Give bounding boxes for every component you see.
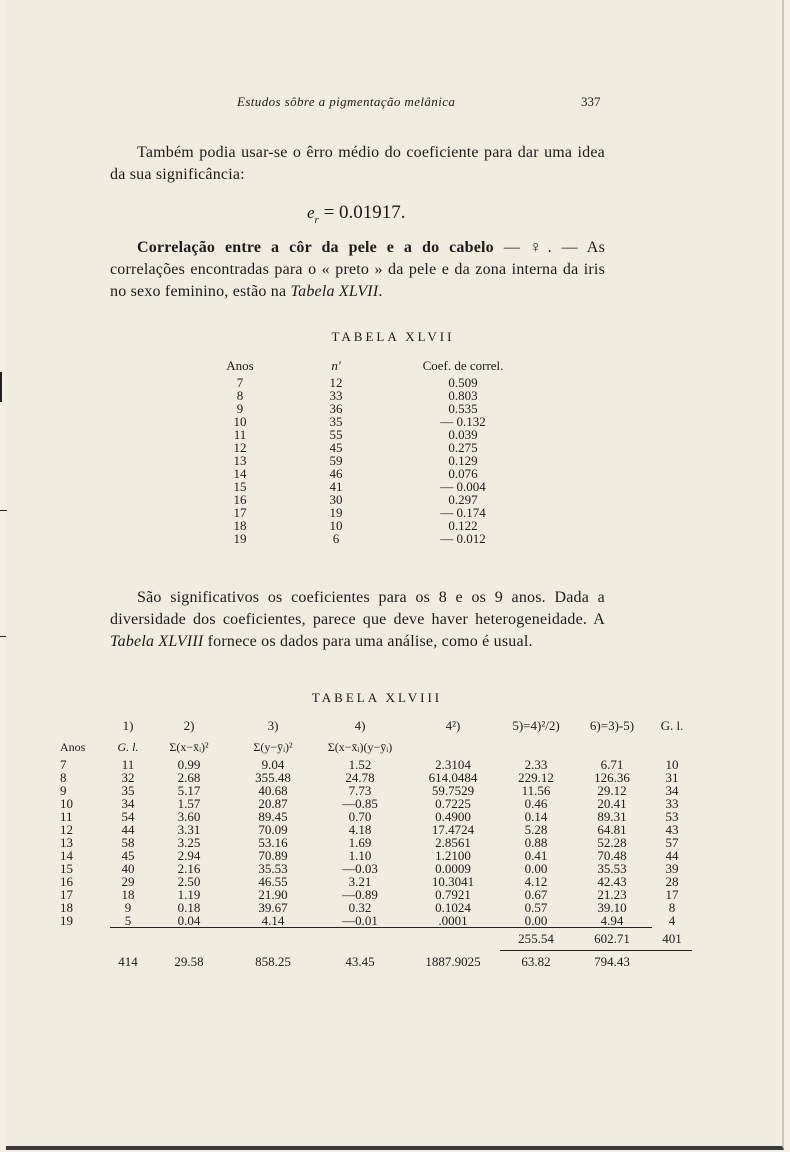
cell-n: 19 bbox=[329, 505, 343, 520]
table-cell: 11 bbox=[60, 809, 73, 824]
cell-coef: 0.535 bbox=[448, 401, 478, 416]
paragraph-end: . bbox=[378, 283, 383, 300]
table-cell bbox=[652, 951, 692, 974]
table-row bbox=[60, 914, 692, 928]
table-cell: 63.82 bbox=[521, 954, 551, 969]
col-header-n: n' bbox=[331, 358, 341, 373]
table-cell: 0.7921 bbox=[435, 887, 471, 902]
formula-lhs: e bbox=[307, 203, 315, 222]
table-cell: 42.43 bbox=[597, 874, 627, 889]
table-cell: 39.10 bbox=[597, 900, 627, 915]
table-cell: 3.25 bbox=[177, 835, 201, 850]
table-cell: 2.16 bbox=[177, 861, 201, 876]
table-cell bbox=[60, 951, 110, 974]
table-header-row bbox=[216, 356, 518, 376]
cell-n: 45 bbox=[329, 440, 343, 455]
table-cell bbox=[232, 928, 314, 951]
cell-coef: 0.076 bbox=[448, 466, 478, 481]
table-cell: 15 bbox=[60, 861, 73, 876]
cell-anos: 8 bbox=[236, 388, 244, 403]
table-cell: —0.89 bbox=[342, 887, 378, 902]
table-cell: 2.50 bbox=[177, 874, 201, 889]
cell-anos: 15 bbox=[233, 479, 247, 494]
table-cell: 5)=4)²/2) bbox=[512, 718, 560, 733]
table-reference: Tabela XLVIII bbox=[110, 633, 204, 650]
table-cell: G. l. bbox=[660, 718, 684, 733]
table-cell: 40.68 bbox=[258, 783, 288, 798]
table-cell: 12 bbox=[60, 822, 73, 837]
table-cell: 355.48 bbox=[255, 770, 291, 785]
table-cell: 35 bbox=[121, 783, 135, 798]
table-cell: 0.46 bbox=[524, 796, 548, 811]
table-cell: 0.70 bbox=[348, 809, 372, 824]
table-cell: 39 bbox=[665, 861, 679, 876]
table-cell: 3.21 bbox=[348, 874, 372, 889]
table-cell: 0.32 bbox=[348, 900, 372, 915]
table-cell: Σ(y−ȳᵢ)² bbox=[253, 739, 293, 754]
cell-anos: 7 bbox=[236, 375, 244, 390]
paragraph-text: — ♀. — As correlações encontradas para o « preto » da pele e da zona interna da iris no sexo feminino, estão na bbox=[110, 239, 605, 300]
page-number: 337 bbox=[581, 94, 601, 109]
cell-n: 30 bbox=[329, 492, 343, 507]
table-cell: 43 bbox=[665, 822, 679, 837]
paragraph-significance bbox=[110, 587, 605, 653]
column-header-row bbox=[60, 736, 692, 758]
table-cell: 43.45 bbox=[345, 953, 375, 969]
table-cell: 1.69 bbox=[348, 835, 372, 850]
table-cell: 21.23 bbox=[597, 887, 627, 902]
table-cell: 40 bbox=[121, 861, 135, 876]
column-number-row bbox=[60, 716, 692, 736]
cell-coef: 0.297 bbox=[448, 492, 478, 507]
table-cell: 0.99 bbox=[177, 757, 201, 772]
table-cell: 8 bbox=[668, 900, 676, 915]
cell-n: 46 bbox=[329, 466, 343, 481]
table-cell: 126.36 bbox=[594, 770, 630, 785]
table-cell: 0.00 bbox=[524, 861, 548, 876]
table-cell: 33 bbox=[665, 796, 679, 811]
table47-body bbox=[216, 376, 518, 545]
table-cell bbox=[500, 736, 572, 758]
table-xlviii bbox=[60, 716, 692, 973]
cell-coef: — 0.132 bbox=[440, 414, 486, 429]
table-cell: 1.52 bbox=[348, 757, 372, 772]
table-cell: 4.18 bbox=[348, 822, 372, 837]
cell-anos: 13 bbox=[233, 453, 247, 468]
table-cell: 4.94 bbox=[572, 914, 652, 928]
table-cell: 2.8561 bbox=[435, 835, 471, 850]
table-cell: 34 bbox=[121, 796, 135, 811]
table-cell: 0.00 bbox=[500, 914, 572, 928]
table-cell: 0.7225 bbox=[435, 796, 471, 811]
table-cell: 2.3104 bbox=[435, 757, 471, 772]
table-cell: 70.89 bbox=[258, 848, 288, 863]
table-cell: 4²) bbox=[445, 718, 461, 733]
cell-coef: 0.039 bbox=[448, 427, 478, 442]
table-cell: 2.94 bbox=[177, 848, 201, 863]
table-cell: 7 bbox=[60, 757, 67, 772]
table-xlvii bbox=[216, 356, 518, 545]
table-cell: —0.85 bbox=[342, 796, 378, 811]
table-cell: 14 bbox=[60, 848, 73, 863]
table-cell: Anos bbox=[60, 739, 86, 754]
margin-tick bbox=[0, 372, 2, 402]
table-cell bbox=[314, 928, 406, 951]
cell-anos: 11 bbox=[233, 427, 247, 442]
table-cell: 54 bbox=[121, 809, 135, 824]
table-row bbox=[216, 532, 518, 545]
table-cell: 6.71 bbox=[600, 757, 624, 772]
table-cell: 2.33 bbox=[524, 757, 548, 772]
cell-n: 36 bbox=[329, 401, 343, 416]
table-cell: 9 bbox=[124, 900, 132, 915]
table-cell bbox=[60, 928, 110, 951]
table-cell bbox=[406, 736, 500, 758]
table-cell: 70.09 bbox=[258, 822, 288, 837]
table-cell: 29.12 bbox=[597, 783, 627, 798]
cell-n: 55 bbox=[329, 427, 343, 442]
table-cell bbox=[146, 928, 232, 951]
table-cell: 0.14 bbox=[524, 809, 548, 824]
col-header-coef: Coef. de correl. bbox=[422, 358, 504, 373]
table-cell: 401 bbox=[652, 928, 692, 951]
cell-anos: 19 bbox=[233, 531, 247, 546]
running-title: Estudos sôbre a pigmentação melânica bbox=[237, 94, 456, 109]
table-cell bbox=[60, 716, 110, 736]
table-cell: 35.53 bbox=[597, 861, 627, 876]
table-cell: 3) bbox=[267, 718, 279, 733]
cell-anos: 14 bbox=[233, 466, 247, 481]
table-cell: 4.14 bbox=[232, 914, 314, 928]
table-cell: 21.90 bbox=[258, 887, 288, 902]
table-cell: 602.71 bbox=[572, 928, 652, 951]
table-cell: 20.41 bbox=[597, 796, 627, 811]
paragraph-correlation bbox=[110, 237, 605, 303]
cell-anos: 10 bbox=[233, 414, 247, 429]
table-cell: 29 bbox=[121, 874, 135, 889]
table-cell: G. l. bbox=[117, 739, 139, 754]
table-cell: 794.43 bbox=[594, 954, 630, 969]
cell-anos: 12 bbox=[233, 440, 247, 455]
table-cell: 0.04 bbox=[146, 914, 232, 928]
formula-rhs: = 0.01917. bbox=[318, 202, 406, 223]
cell-coef: — 0.174 bbox=[440, 505, 486, 520]
cell-n: 12 bbox=[329, 375, 343, 390]
table-cell: Σ(x−x̄ᵢ)² bbox=[169, 739, 209, 754]
table48-caption: TABELA XLVIII bbox=[311, 690, 443, 705]
cell-coef: — 0.012 bbox=[440, 531, 486, 546]
table-cell: 11 bbox=[121, 757, 135, 772]
table-cell: 0.88 bbox=[524, 835, 548, 850]
table-cell: 16 bbox=[60, 874, 73, 889]
table-cell bbox=[406, 928, 500, 951]
table-cell: 44 bbox=[665, 848, 679, 863]
table-cell: 35.53 bbox=[258, 861, 288, 876]
table-cell: 32 bbox=[121, 770, 135, 785]
table-cell: 17 bbox=[665, 887, 679, 902]
table-cell: 17.4724 bbox=[431, 822, 475, 837]
table-cell: 70.48 bbox=[597, 848, 627, 863]
table-cell: 255.54 bbox=[500, 928, 572, 951]
table-cell: 53 bbox=[665, 809, 679, 824]
table-cell: 858.25 bbox=[255, 953, 291, 969]
table-cell: 0.41 bbox=[524, 848, 548, 863]
table-cell: 0.0009 bbox=[435, 861, 471, 876]
table-cell: —0.01 bbox=[314, 914, 406, 928]
table-cell: 89.45 bbox=[258, 809, 288, 824]
table-cell: 229.12 bbox=[518, 770, 554, 785]
paragraph-text: São significativos os coeficientes para os 8 e os 9 anos. Dada a diversidade dos coeficientes, parece que deve haver heterogeneidade. A bbox=[110, 589, 605, 628]
table-cell: 57 bbox=[665, 835, 679, 850]
table-cell: 8 bbox=[60, 770, 67, 785]
table-cell: 9 bbox=[60, 783, 67, 798]
cell-coef: 0.122 bbox=[448, 518, 478, 533]
table-reference: Tabela XLVII bbox=[290, 283, 379, 300]
section-heading: Correlação entre a côr da pele e a do cabelo bbox=[137, 239, 494, 256]
margin-tick bbox=[0, 510, 7, 511]
table-cell: 59.7529 bbox=[431, 783, 475, 798]
table-cell: 7.73 bbox=[348, 783, 372, 798]
cell-n: 59 bbox=[329, 453, 343, 468]
table-cell: 19 bbox=[60, 913, 73, 929]
table-cell: Σ(x−x̄ᵢ)(y−ȳᵢ) bbox=[327, 739, 393, 754]
table-cell: 44 bbox=[121, 822, 135, 837]
table-cell: 2) bbox=[183, 718, 195, 733]
cell-n: 41 bbox=[329, 479, 343, 494]
table-cell bbox=[652, 736, 692, 758]
table-cell: 3.31 bbox=[177, 822, 201, 837]
table-cell: 5 bbox=[110, 914, 146, 928]
table-cell: 4) bbox=[354, 718, 366, 733]
formula-sub: r bbox=[314, 213, 319, 226]
table-cell: 46.55 bbox=[258, 874, 288, 889]
table48-body bbox=[60, 716, 692, 973]
table47-caption: TABELA XLVII bbox=[331, 329, 455, 344]
paragraph-text: fornece os dados para uma análise, como é usual. bbox=[203, 633, 533, 650]
table-cell: 1.57 bbox=[177, 796, 201, 811]
table-cell: 24.78 bbox=[345, 770, 375, 785]
cell-coef: 0.129 bbox=[448, 453, 478, 468]
table-cell: 20.87 bbox=[258, 796, 288, 811]
table-cell: .0001 bbox=[406, 914, 500, 928]
table-cell: 18 bbox=[121, 887, 135, 902]
table-cell: 1) bbox=[122, 718, 134, 733]
table-cell: 39.67 bbox=[258, 900, 288, 915]
table-cell: 1.2100 bbox=[435, 848, 471, 863]
table-cell: 1887.9025 bbox=[425, 953, 481, 969]
table-cell: 89.31 bbox=[597, 809, 627, 824]
cell-anos: 17 bbox=[233, 505, 247, 520]
table-cell: 13 bbox=[60, 835, 73, 850]
table-cell: 0.18 bbox=[177, 900, 201, 915]
table-cell: 31 bbox=[665, 770, 679, 785]
table-cell: 58 bbox=[121, 835, 135, 850]
table-cell: 1.19 bbox=[177, 887, 201, 902]
table-cell: 52.28 bbox=[597, 835, 627, 850]
table-cell: 45 bbox=[121, 848, 135, 863]
table-cell bbox=[572, 736, 652, 758]
table-cell bbox=[110, 928, 146, 951]
table-cell: 0.1024 bbox=[435, 900, 471, 915]
table-cell: 4 bbox=[668, 913, 676, 929]
table-cell: 614.0484 bbox=[428, 770, 478, 785]
cell-coef: 0.509 bbox=[448, 375, 478, 390]
total-row bbox=[60, 951, 692, 974]
table-cell: 5.28 bbox=[524, 822, 548, 837]
subtotal-row bbox=[60, 928, 692, 951]
table-cell: 9.04 bbox=[261, 757, 285, 772]
table-cell: 34 bbox=[665, 783, 679, 798]
cell-n: 33 bbox=[329, 388, 343, 403]
table-cell: 17 bbox=[60, 887, 73, 902]
table-cell: 0.57 bbox=[524, 900, 548, 915]
table-cell: 0.67 bbox=[524, 887, 548, 902]
table-cell: 18 bbox=[60, 900, 73, 915]
table-cell: 11.56 bbox=[521, 783, 551, 798]
cell-coef: 0.275 bbox=[448, 440, 478, 455]
table-cell: 10 bbox=[665, 757, 679, 772]
cell-anos: 9 bbox=[236, 401, 244, 416]
table-cell: 2.68 bbox=[177, 770, 201, 785]
col-header-anos: Anos bbox=[226, 358, 254, 373]
margin-tick bbox=[0, 636, 6, 637]
table-cell: 1.10 bbox=[348, 848, 372, 863]
table-cell: 5.17 bbox=[177, 783, 201, 798]
table-cell: 29.58 bbox=[174, 953, 204, 969]
cell-n: 6 bbox=[332, 531, 340, 546]
table-cell: 64.81 bbox=[597, 822, 627, 837]
error-formula bbox=[307, 202, 406, 226]
cell-anos: 18 bbox=[233, 518, 247, 533]
cell-coef: — 0.004 bbox=[440, 479, 486, 494]
cell-n: 10 bbox=[329, 518, 343, 533]
table-cell: 0.4900 bbox=[435, 809, 471, 824]
cell-anos: 16 bbox=[233, 492, 247, 507]
table-cell: 53.16 bbox=[258, 835, 288, 850]
table-cell: 28 bbox=[665, 874, 679, 889]
table-cell: 4.12 bbox=[524, 874, 548, 889]
cell-n: 35 bbox=[329, 414, 343, 429]
paragraph-error: Também podia usar-se o êrro médio do coeficiente para dar uma idea da sua significância: bbox=[110, 144, 605, 183]
table-cell: 3.60 bbox=[177, 809, 201, 824]
table-cell: —0.03 bbox=[342, 861, 378, 876]
table-cell: 414 bbox=[118, 953, 138, 969]
table-cell: 10.3041 bbox=[431, 874, 475, 889]
table-cell: 10 bbox=[60, 796, 73, 811]
cell-coef: 0.803 bbox=[448, 388, 478, 403]
table-cell: 6)=3)-5) bbox=[589, 718, 635, 733]
